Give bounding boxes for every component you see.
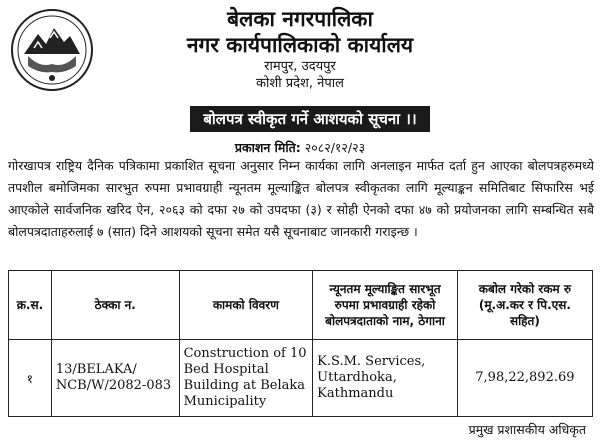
notice-title: बोलपत्र स्वीकृत गर्ने आशयको सूचना ।। — [190, 106, 430, 132]
cell-sn: १ — [9, 340, 52, 417]
table-row — [9, 340, 593, 417]
publish-date-value: २०८२/१२/२३ — [304, 140, 366, 155]
header-amount: कबोल गरेको रकम रु (मू.अ.कर र पि.एस. सहित) — [457, 271, 592, 340]
header-contract-no: ठेक्का न. — [51, 271, 179, 340]
signatory: प्रमुख प्रशासकीय अधिकृत — [468, 422, 586, 437]
municipality-name: बेलका नगरपालिका — [227, 7, 373, 31]
letterhead — [0, 6, 600, 92]
publish-date-line — [0, 139, 600, 156]
header-sn: क्र.स. — [9, 271, 52, 340]
cell-amount: 7,98,22,892.69 — [457, 340, 592, 417]
bid-table — [8, 270, 593, 417]
address-line-1: रामपुर, उदयपुर — [264, 59, 336, 74]
table-header-row — [9, 271, 593, 340]
cell-work: Construction of 10 Bed Hospital Building at Belaka Municipality — [179, 340, 313, 417]
cell-bidder: K.S.M. Services, Uttardhoka, Kathmandu — [313, 340, 458, 417]
notice-body: गोरखापत्र राष्ट्रिय दैनिक पत्रिकामा प्रकाशित सूचना अनुसार निम्न कार्यका लागि अनलाइन मार्फत दर्ता हुन आएका बोलपत्रहरुमध्ये तपशील बमोजिमका सारभुत रुपमा प्रभावग्राही न्यूनतम मूल्याङ्कित बोलपत्र स्वीकृतका लागि मूल्याङ्कन समितिबाट सिफारिस भई आएकोले सार्वजनिक खरिद ऐन, २०६३ को दफा २७ को उपदफा (३) र सोही ऐनको दफा ४७ को प्रयोजनका लागि सम्बन्धित सबै बोलपत्रदाताहरुलाई ७ (सात) दिने आशयको सूचना समेत यसै सूचनाबाट जानकारी गराइन्छ । — [8, 158, 594, 239]
publish-date-label: प्रकाशन मिति: — [234, 140, 301, 155]
header-work: कामको विवरण — [179, 271, 313, 340]
office-name: नगर कार्यपालिकाको कार्यालय — [186, 33, 414, 57]
address-line-2: कोशी प्रदेश, नेपाल — [256, 76, 344, 91]
cell-contract-no: 13/BELAKA/ NCB/W/2082-083 — [51, 340, 179, 417]
header-bidder: न्यूनतम मूल्याङ्कित सारभूत रुपमा प्रभावग्राही रहेको बोलपत्रदाताको नाम, ठेगाना — [313, 271, 458, 340]
